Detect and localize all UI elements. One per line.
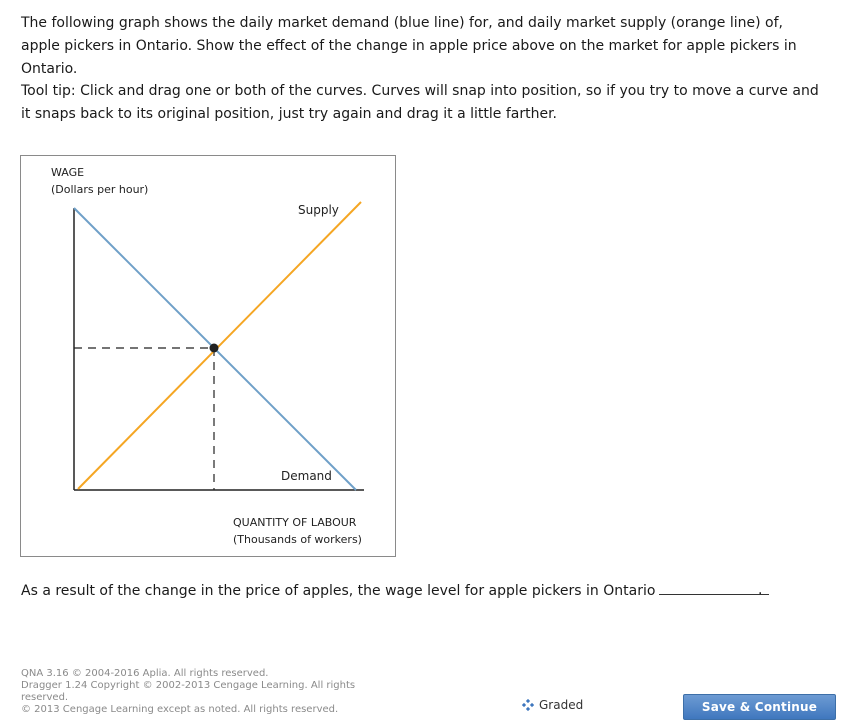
supply-label: Supply	[298, 203, 339, 217]
intro-text: The following graph shows the daily market demand (blue line) for, and daily market supply (orange line) of, apple pickers in Ontario. Show the effect of the change in apple price above on the market for apple pickers in Ontario.	[21, 15, 797, 77]
footer-line-3: © 2013 Cengage Learning except as noted. All rights reserved.	[21, 704, 339, 715]
x-axis-title	[233, 514, 362, 548]
demand-label: Demand	[281, 469, 332, 483]
supply-curve[interactable]	[78, 202, 361, 489]
answer-dropdown[interactable]	[659, 580, 769, 595]
x-axis-title-line2: (Thousands of workers)	[233, 533, 362, 546]
x-axis-title-line1: QUANTITY OF LABOUR	[233, 516, 357, 529]
question	[21, 580, 769, 601]
graded-label: Graded	[539, 698, 584, 712]
equilibrium-point	[210, 344, 219, 353]
graded-status	[522, 698, 583, 712]
graph-panel	[20, 155, 396, 557]
tooltip-text: Tool tip: Click and drag one or both of the curves. Curves will snap into position, so if you try to move a curve and it snaps back to its original position, just try again and drag it a little farther.	[21, 83, 819, 122]
footer-line-2: Dragger 1.24 Copyright © 2002-2013 Cengage Learning. All rights reserved.	[21, 680, 356, 703]
save-continue-button[interactable]: Save & Continue	[683, 694, 836, 720]
diamond-dots-icon	[522, 699, 534, 711]
footer-line-1: QNA 3.16 © 2004-2016 Aplia. All rights reserved.	[21, 668, 269, 679]
y-axis-title	[51, 164, 148, 198]
question-end-punctuation: .	[758, 582, 763, 598]
question-text: As a result of the change in the price of apples, the wage level for apple pickers in Ontario	[21, 583, 656, 599]
y-axis-title-line2: (Dollars per hour)	[51, 183, 149, 196]
copyright-footer	[21, 668, 366, 716]
y-axis-title-line1: WAGE	[51, 166, 85, 179]
